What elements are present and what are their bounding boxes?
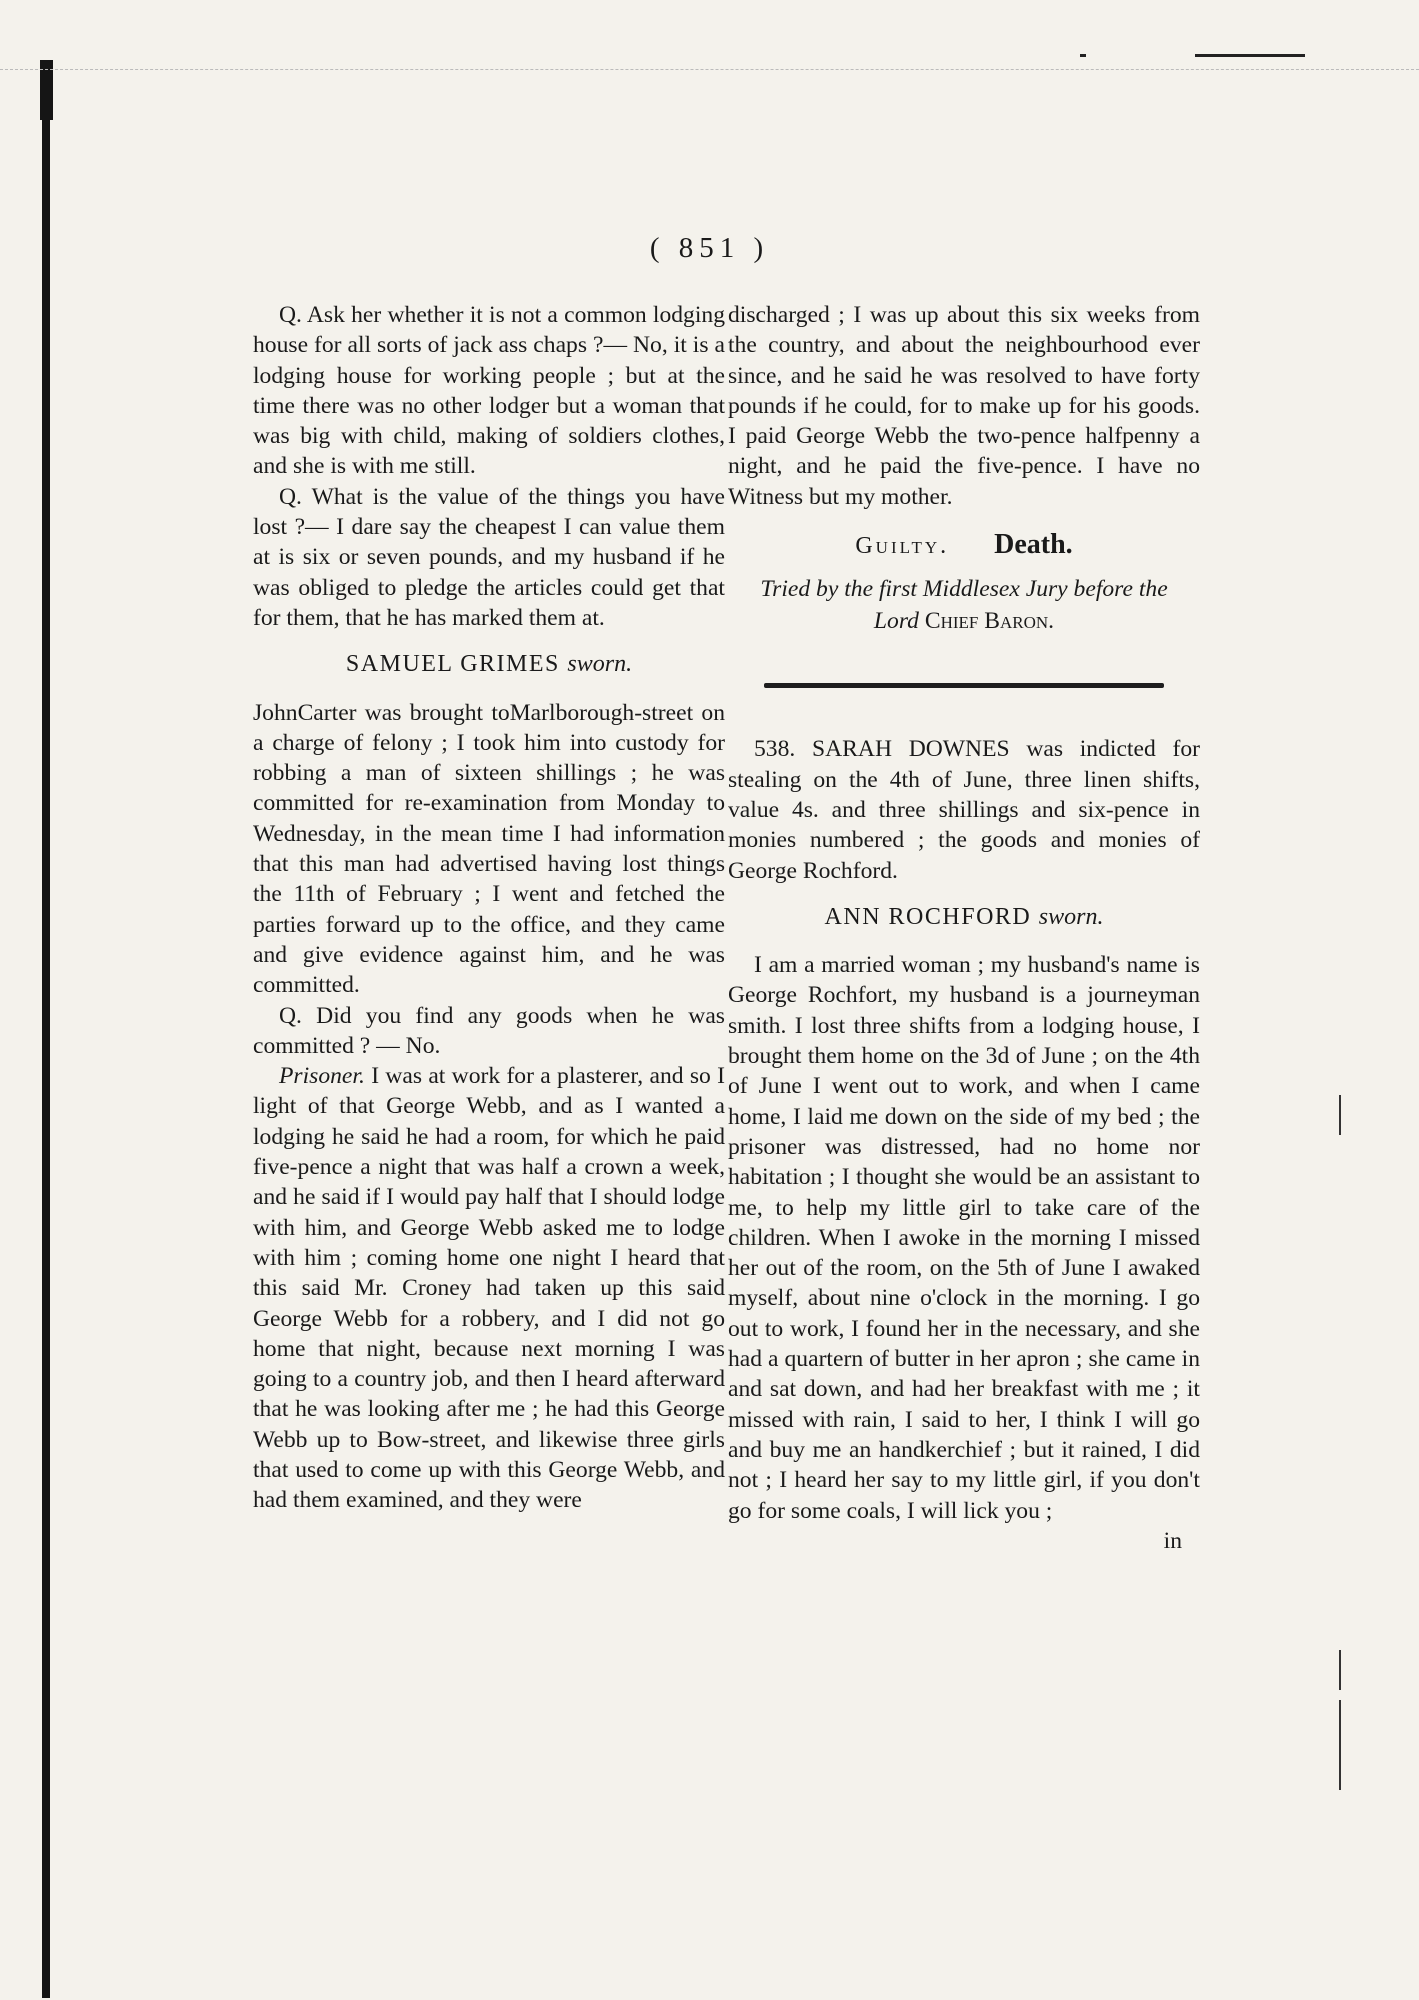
verdict: Guilty. [855, 533, 950, 560]
paragraph: JohnCarter was brought toMarlborough-street on a charge of felony ; I took him into custody for robbing a man of sixteen shillings ; he was committed for re-examination from Monday to Wednesday, in the mean time I had information that this man had advertised having lost things the 11th of February ; I went and fetched the parties forward up to the office, and they came and give evidence against him, and he was committed. [253, 699, 725, 999]
scan-mark [1339, 1650, 1341, 1690]
paragraph: Q. Did you find any goods when he was committed ? — No. [253, 1002, 725, 1059]
case-indictment: 538. SARAH DOWNES was indicted for stealing on the 4th of June, three linen shifts, value 4s. and three shillings and six-pence in monies numbered ; the goods and monies of George Rochford. [728, 736, 1200, 884]
left-column [253, 300, 725, 1516]
prisoner-statement [253, 1061, 725, 1515]
verdict-line [728, 530, 1200, 561]
page-number: ( 851 ) [649, 232, 770, 264]
trial-note-prefix: Lord [873, 608, 919, 635]
scan-mark [1080, 54, 1086, 57]
trial-note-title: Chief Baron. [924, 608, 1055, 635]
prisoner-text: I was at work for a plasterer, and so I light of that George Webb, and as I wanted a lodging he said he had a room, for which he paid five-pence a night that was half a crown a week, and he said if I would pay half that I should lodge with him, and George Webb asked me to lodge with him ; coming home one night I heard that this said Mr. Croney had taken up this said George Webb for a robbery, and I did not go home that night, because next morning I was going to a country job, and then I heard afterward that he was looking after me ; he had this George Webb up to Bow-street, and likewise three girls that used to come up with this George Webb, and had them examined, and they were [253, 1063, 725, 1514]
witness-heading [253, 649, 725, 679]
paragraph: Q. What is the value of the things you have lost ?— I dare say the cheapest I can value them at is six or seven pounds, and my husband if he was obliged to pledge the articles could get that for them, that he has marked them at. [253, 483, 725, 631]
witness-heading [728, 902, 1200, 932]
scan-mark [1339, 1095, 1341, 1135]
paragraph: discharged ; I was up about this six weeks from the country, and about the neighbourhood ever since, and he said he was resolved to have forty pounds if he could, for to make up for his goods. I paid George Webb the two-pence halfpenny a night, and he paid the five-pence. I have no Witness but my mother. [728, 302, 1200, 510]
scan-mark [1339, 1700, 1341, 1790]
sworn-label: sworn. [1038, 903, 1104, 930]
catch-word: in [1163, 1527, 1182, 1554]
sentence: Death. [994, 529, 1073, 561]
paragraph: I am a married woman ; my husband's name is George Rochfort, my husband is a journeyman smith. I lost three shifts from a lodging house, I brought them home on the 3d of June ; on the 4th of June I went out to work, and when I came home, I laid me down on the side of my bed ; the prisoner was distressed, had no home nor habitation ; I thought she would be an assistant to me, to help my little girl to take care of the children. When I awoke in the morning I missed her out of the room, on the 5th of June I awaked myself, about nine o'clock in the morning. I go out to work, I found her in the necessary, and she had a quartern of butter in her apron ; she came in and sat down, and had her breakfast with me ; it missed with rain, I said to her, I think I will go and buy me an handkerchief ; but it rained, I did not ; I heard her say to my little girl, if you don't go for some coals, I will lick you ; [728, 952, 1200, 1524]
witness-name: SAMUEL GRIMES [345, 651, 560, 678]
section-divider [764, 683, 1164, 688]
sworn-label: sworn. [567, 651, 633, 678]
witness-name: ANN ROCHFORD [824, 903, 1032, 930]
prisoner-label: Prisoner. [279, 1063, 365, 1090]
paragraph: Q. Ask her whether it is not a common lodging house for all sorts of jack ass chaps ?— No, it is a lodging house for working people ; but at the time there was no other lodger but a woman that was big with child, making of soldiers clothes, and she is with me still. [253, 302, 725, 480]
binding-edge [42, 78, 50, 1998]
scan-top-border [0, 69, 1419, 70]
trial-note-line-1: Tried by the first Middlesex Jury before the [760, 576, 1168, 603]
trial-note [728, 573, 1200, 637]
scan-mark [1195, 54, 1305, 57]
right-column [728, 300, 1200, 1556]
